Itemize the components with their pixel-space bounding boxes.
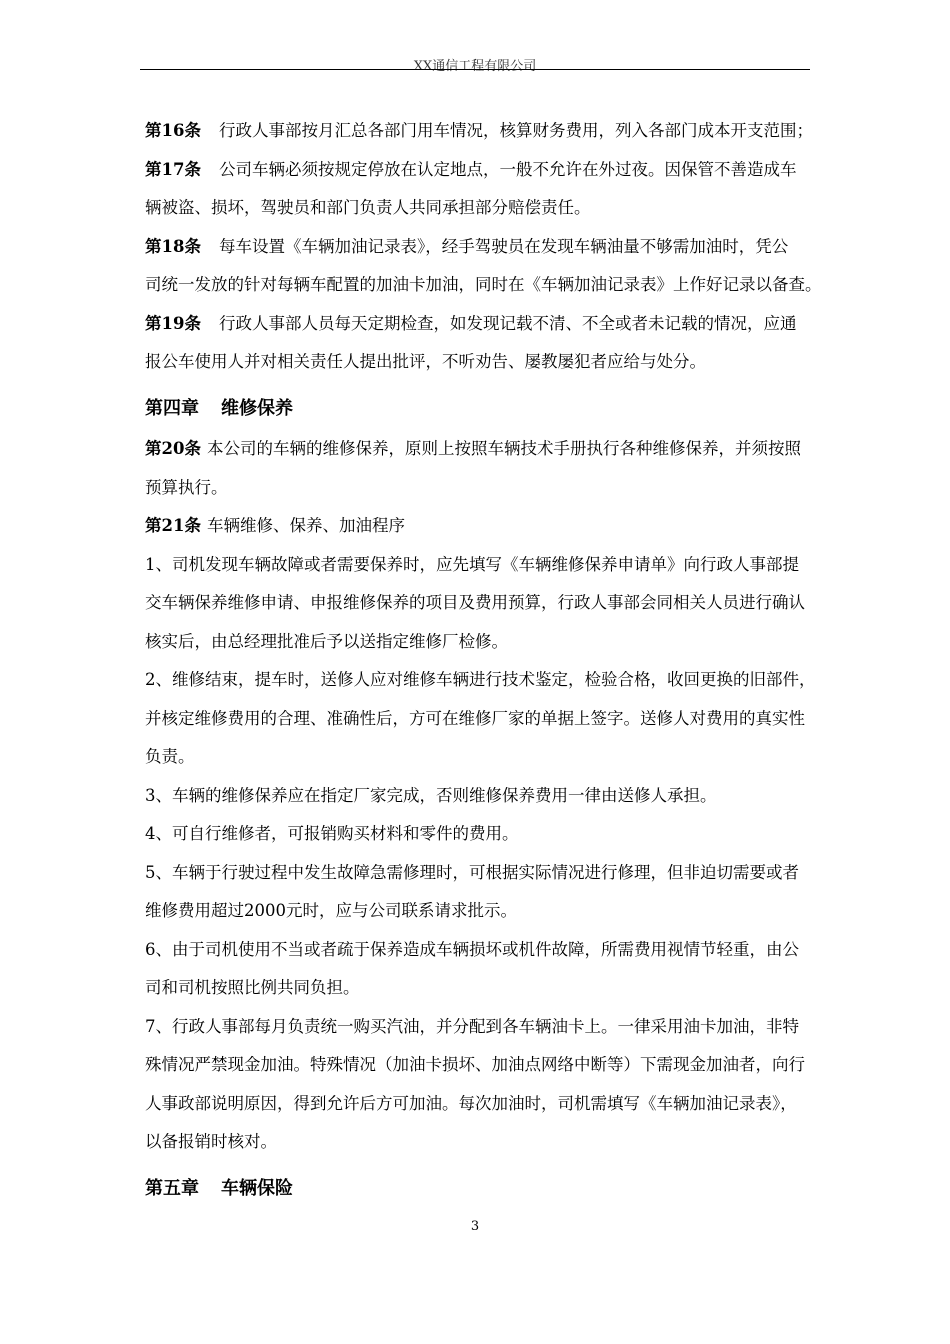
chapter-4-number: 第四章 — [145, 397, 199, 419]
chapter-5-title: 车辆保险 — [221, 1177, 293, 1199]
chapter-4-heading — [145, 390, 810, 429]
article-21-line — [145, 507, 810, 546]
item-2-line-3: 负责。 — [145, 747, 195, 766]
chapter-5-number: 第五章 — [145, 1177, 199, 1199]
item-7-line-2: 殊情况严禁现金加油。特殊情况（加油卡损坏、加油点网络中断等）下需现金加油者，向行 — [145, 1055, 805, 1074]
item-1-line-1: 1、司机发现车辆故障或者需要保养时，应先填写《车辆维修保养申请单》向行政人事部提 — [145, 554, 799, 574]
article-16-text: 行政人事部按月汇总各部门用车情况，核算财务费用，列入各部门成本开支范围； — [218, 121, 813, 140]
article-16-label: 第16条 — [145, 121, 201, 140]
item-2-line-2: 并核定维修费用的合理、准确性后，方可在维修厂家的单据上签字。送修人对费用的真实性 — [145, 708, 805, 728]
item-1-line-2: 交车辆保养维修申请、申报维修保养的项目及费用预算，行政人事部会同相关人员进行确认 — [145, 593, 805, 612]
chapter-5-heading — [145, 1170, 810, 1209]
item-3-line-1: 3、车辆的维修保养应在指定厂家完成，否则维修保养费用一律由送修人承担。 — [145, 785, 717, 805]
item-7-line-1: 7、行政人事部每月负责统一购买汽油，并分配到各车辆油卡上。一律采用油卡加油，非特 — [145, 1016, 799, 1036]
article-21-label: 第21条 — [145, 516, 201, 535]
article-18-text: 每车设置《车辆加油记录表》，经手驾驶员在发现车辆油量不够需加油时，凭公 — [218, 236, 789, 256]
article-21-text: 车辆维修、保养、加油程序 — [206, 516, 405, 535]
header-divider — [140, 69, 810, 70]
article-18-line-2: 司统一发放的针对每辆车配置的加油卡加油，同时在《车辆加油记录表》上作好记录以备查。 — [145, 275, 822, 294]
item-6-line-1: 6、由于司机使用不当或者疏于保养造成车辆损坏或机件故障，所需费用视情节轻重，由公 — [145, 939, 799, 959]
item-5-line-1: 5、车辆于行驶过程中发生故障急需修理时，可根据实际情况进行修理，但非迫切需要或者 — [145, 862, 799, 882]
document-body — [145, 112, 822, 1208]
item-5-line-2: 维修费用超过2000元时，应与公司联系请求批示。 — [145, 901, 517, 920]
article-18-line-1 — [145, 228, 810, 267]
item-1-line-3: 核实后，由总经理批准后予以送指定维修厂检修。 — [145, 631, 508, 651]
article-20-line-1 — [145, 430, 810, 469]
item-7-line-4: 以备报销时核对。 — [145, 1132, 277, 1151]
article-17-line-2: 辆被盗、损坏，驾驶员和部门负责人共同承担部分赔偿责任。 — [145, 198, 591, 217]
item-6-line-2: 司和司机按照比例共同负担。 — [145, 978, 360, 997]
article-19-line-1 — [145, 305, 810, 344]
article-19-text: 行政人事部人员每天定期检查，如发现记载不清、不全或者未记载的情况，应通 — [218, 313, 797, 333]
article-19-label: 第19条 — [145, 313, 201, 333]
article-18-label: 第18条 — [145, 236, 201, 256]
item-7-line-3: 人事政部说明原因，得到允许后方可加油。每次加油时，司机需填写《车辆加油记录表》， — [145, 1093, 797, 1113]
article-17-label: 第17条 — [145, 159, 201, 179]
article-17-line-1 — [145, 151, 810, 190]
item-4-line-1: 4、可自行维修者，可报销购买材料和零件的费用。 — [145, 824, 519, 843]
article-17-text: 公司车辆必须按规定停放在认定地点，一般不允许在外过夜。因保管不善造成车 — [218, 159, 797, 179]
page-number: 3 — [470, 1219, 480, 1234]
article-16-line-1 — [145, 112, 813, 151]
chapter-4-title: 维修保养 — [221, 397, 293, 419]
article-20-line-2: 预算执行。 — [145, 477, 228, 497]
article-20-label: 第20条 — [145, 439, 201, 458]
running-header: XX通信工程有限公司 — [413, 59, 537, 74]
item-2-line-1: 2、维修结束，提车时，送修人应对维修车辆进行技术鉴定，检验合格，收回更换的旧部件， — [145, 670, 816, 689]
article-20-text: 本公司的车辆的维修保养，原则上按照车辆技术手册执行各种维修保养，并须按照 — [206, 439, 801, 458]
article-19-line-2: 报公车使用人并对相关责任人提出批评，不听劝告、屡教屡犯者应给与处分。 — [145, 352, 706, 371]
